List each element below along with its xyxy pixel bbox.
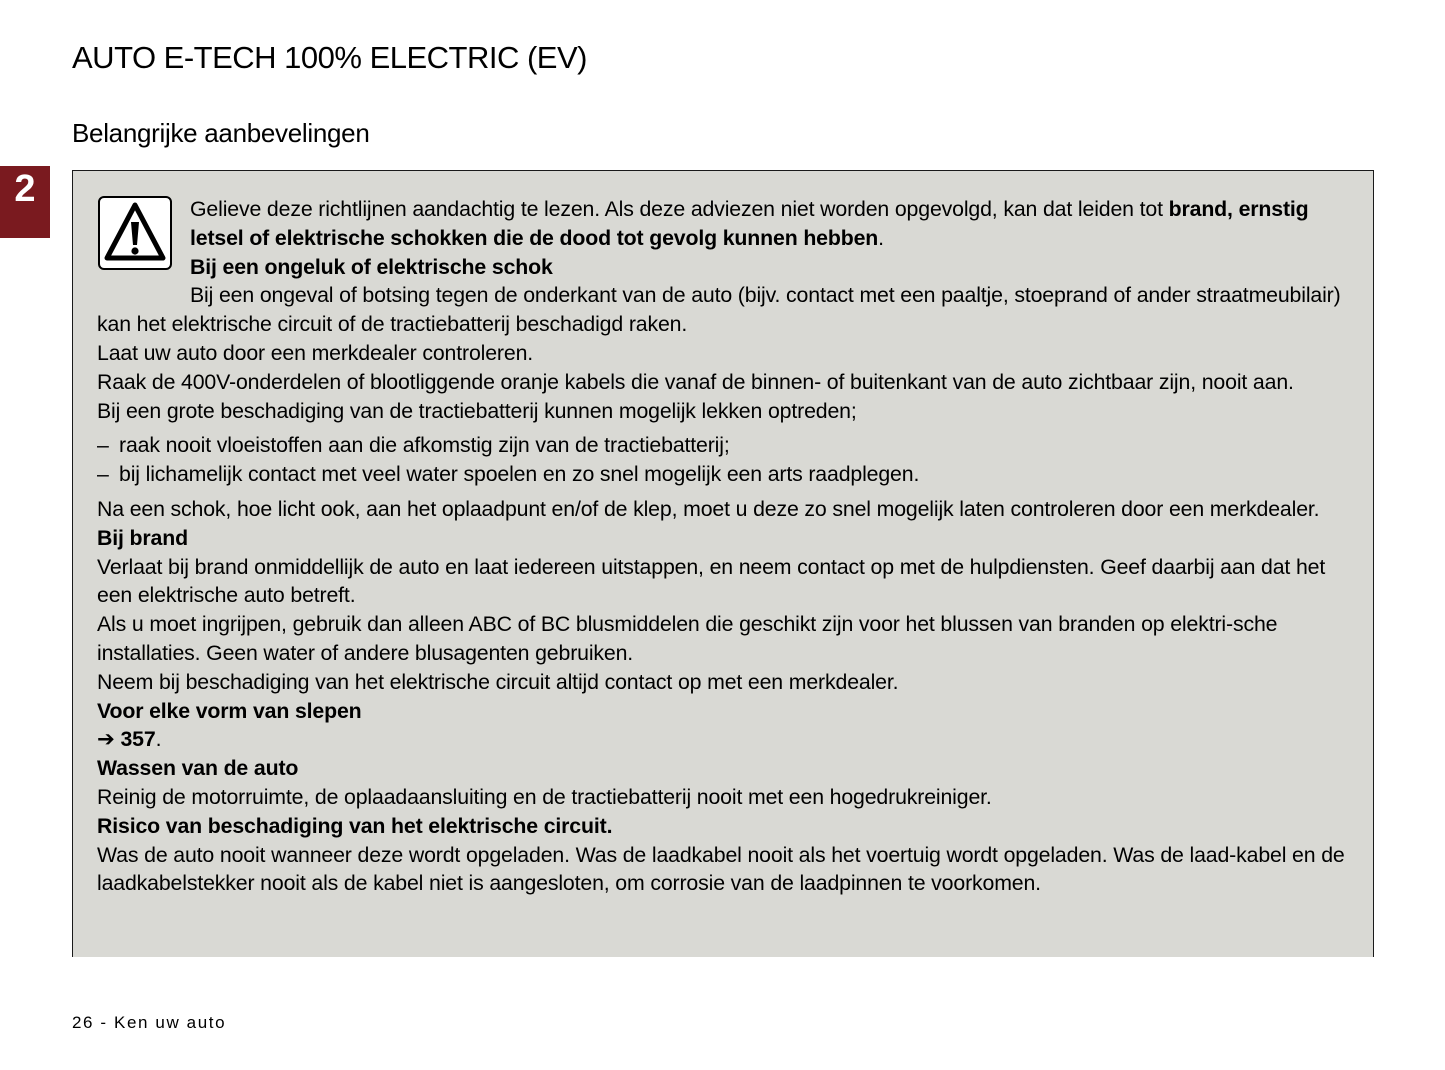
warning-text xyxy=(97,195,1349,898)
fire-paragraph-1: Verlaat bij brand onmiddellijk de auto en laat iedereen uitstappen, en neem contact op met de hulpdiensten. Geef daarbij aan dat het een elektrische auto betreft. xyxy=(97,554,1326,608)
chapter-tab: 2 xyxy=(0,166,50,238)
risk-paragraph: Was de auto nooit wanneer deze wordt opgeladen. Was de laadkabel nooit als het voertuig wordt opgeladen. Was de laad-kabel en de laadkabelstekker nooit als de kabel niet is aangesloten, om corrosie van de laadpinnen te voorkomen. xyxy=(97,842,1345,896)
towing-reference[interactable]: ➔ 357. xyxy=(97,727,162,752)
accident-paragraph-5: Na een schok, hoe licht ook, aan het oplaadpunt en/of de klep, moet u deze zo snel mogelijk laten controleren door een merkdealer. xyxy=(97,496,1320,521)
intro-paragraph: Gelieve deze richtlijnen aandachtig te lezen. Als deze adviezen niet worden opgevolgd, kan dat leiden tot brand, ernstig letsel of elektrische schokken die de dood tot gevolg kunnen hebben. xyxy=(190,197,1309,250)
arrow-right-icon: ➔ xyxy=(97,727,115,752)
accident-list xyxy=(97,431,1349,489)
fire-heading: Bij brand xyxy=(97,525,188,550)
accident-paragraph-2: Laat uw auto door een merkdealer controleren. xyxy=(97,340,534,365)
accident-paragraph-1: Bij een ongeval of botsing tegen de onderkant van de auto (bijv. contact met een paaltje, stoeprand of ander straatmeubilair) kan het elektrische circuit of de tractiebatterij beschadigd raken. xyxy=(97,283,1341,337)
risk-heading: Risico van beschadiging van het elektrische circuit. xyxy=(97,813,613,838)
page-title: AUTO E-TECH 100% ELECTRIC (EV) xyxy=(72,40,587,75)
wash-heading: Wassen van de auto xyxy=(97,756,299,781)
accident-heading: Bij een ongeluk of elektrische schok xyxy=(190,254,553,279)
accident-paragraph-4: Bij een grote beschadiging van de tractiebatterij kunnen mogelijk lekken optreden; xyxy=(97,398,857,423)
page-footer: 26 - Ken uw auto xyxy=(72,1013,227,1032)
wash-paragraph: Reinig de motorruimte, de oplaadaansluiting en de tractiebatterij nooit met een hogedrukreiniger. xyxy=(97,784,992,809)
section-title: Belangrijke aanbevelingen xyxy=(72,118,370,148)
list-item: – bij lichamelijk contact met veel water spoelen en zo snel mogelijk een arts raadplegen. xyxy=(97,460,1349,489)
accident-paragraph-3: Raak de 400V-onderdelen of blootliggende oranje kabels die vanaf de binnen- of buitenkant van de auto zichtbaar zijn, nooit aan. xyxy=(97,369,1294,394)
towing-heading: Voor elke vorm van slepen xyxy=(97,698,362,723)
fire-paragraph-2: Als u moet ingrijpen, gebruik dan alleen ABC of BC blusmiddelen die geschikt zijn voor het blussen van branden op elektri-sche installaties. Geen water of andere blusagenten gebruiken. xyxy=(97,612,1278,665)
fire-paragraph-3: Neem bij beschadiging van het elektrische circuit altijd contact op met een merkdealer. xyxy=(97,669,899,694)
warning-box xyxy=(72,170,1374,957)
list-item: – raak nooit vloeistoffen aan die afkomstig zijn van de tractiebatterij; xyxy=(97,431,1349,460)
